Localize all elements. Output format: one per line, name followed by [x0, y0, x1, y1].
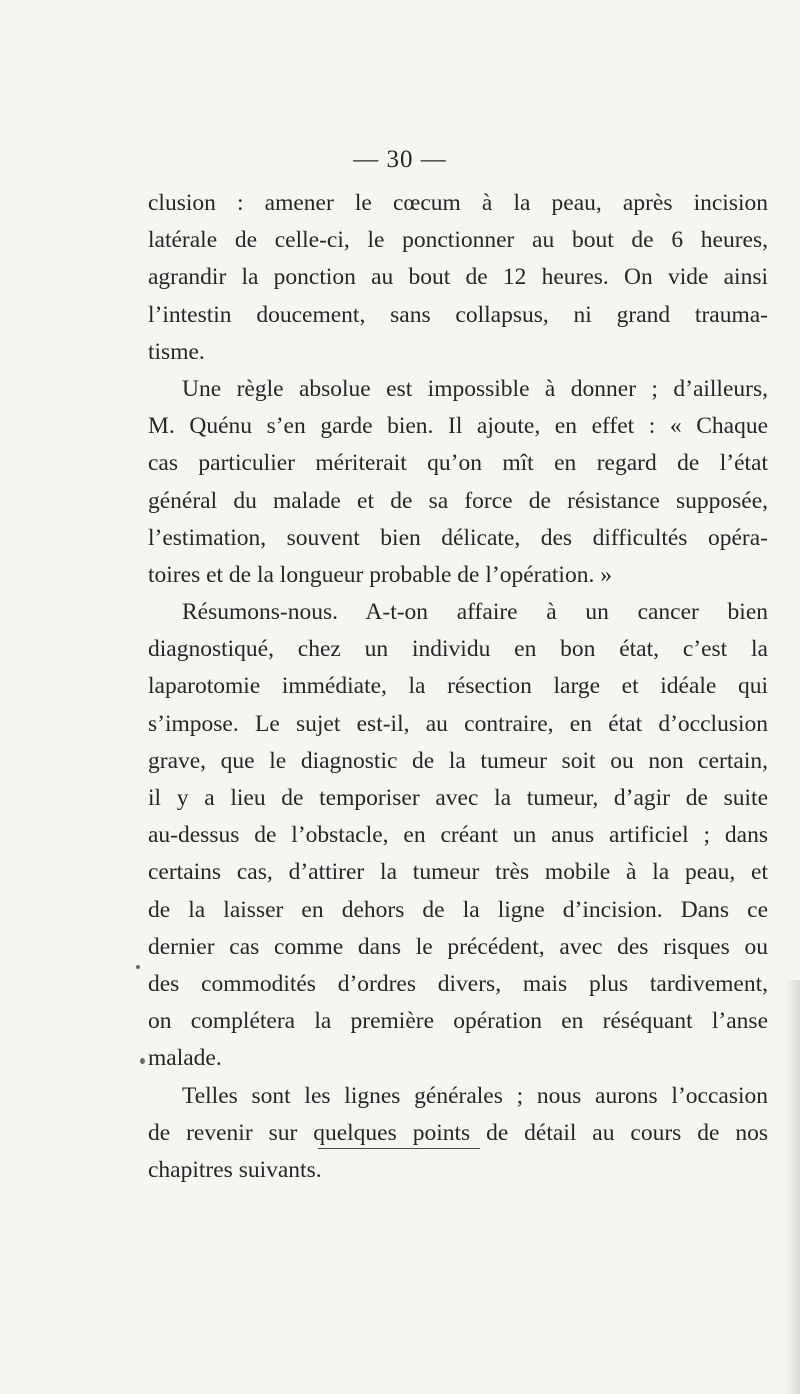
text-line: Telles sont les lignes générales ; nous aurons l’occasion — [182, 1082, 768, 1109]
text-line: des commodités d’ordres divers, mais plus tardivement, — [148, 970, 768, 997]
text-line: laparotomie immédiate, la résection large et idéale qui — [148, 673, 768, 700]
text-line: dernier cas comme dans le précédent, avec des risques ou — [148, 933, 768, 960]
ink-speck — [136, 965, 140, 969]
body-text — [148, 185, 768, 1189]
text-line: l’intestin doucement, sans collapsus, ni grand trauma- — [148, 301, 768, 328]
ink-speck — [140, 1058, 145, 1064]
text-line: général du malade et de sa force de résistance supposée, — [148, 487, 768, 514]
text-line: l’estimation, souvent bien délicate, des difficultés opéra- — [148, 524, 768, 551]
text-line: toires et de la longueur probable de l’opération. » — [148, 561, 612, 588]
text-line: M. Quénu s’en garde bien. Il ajoute, en effet : « Chaque — [148, 413, 768, 440]
text-line: clusion : amener le cœcum à la peau, après incision — [148, 190, 768, 216]
text-line: cas particulier mériterait qu’on mît en regard de l’état — [148, 450, 768, 477]
text-line: on complétera la première opération en réséquant l’anse — [148, 1008, 768, 1035]
text-line: latérale de celle-ci, le ponctionner au bout de 6 heures, — [148, 227, 768, 254]
text-line: malade. — [148, 1045, 222, 1072]
page-edge-shadow — [786, 980, 800, 1394]
text-line: au-dessus de l’obstacle, en créant un anus artificiel ; dans — [148, 822, 768, 849]
text-line: de revenir sur quelques points de détail au cours de nos — [148, 1119, 768, 1146]
text-line: il y a lieu de temporiser avec la tumeur, d’agir de suite — [148, 785, 768, 811]
text-line: chapitres suivants. — [148, 1156, 322, 1183]
text-line: grave, que le diagnostic de la tumeur soit ou non certain, — [148, 747, 768, 774]
text-line: de la laisser en dehors de la ligne d’incision. Dans ce — [148, 896, 768, 923]
text-line: Résumons-nous. A-t-on affaire à un cancer bien — [182, 599, 768, 626]
text-line: certains cas, d’attirer la tumeur très mobile à la peau, et — [148, 859, 768, 886]
end-rule — [318, 1148, 480, 1149]
page-number: — 30 — — [353, 146, 447, 173]
text-line: agrandir la ponction au bout de 12 heures. On vide ainsi — [148, 264, 768, 291]
text-line: Une règle absolue est impossible à donner ; d’ailleurs, — [182, 375, 768, 402]
text-line: tisme. — [148, 338, 205, 365]
text-line: s’impose. Le sujet est-il, au contraire, en état d’occlusion — [148, 710, 768, 737]
text-line: diagnostiqué, chez un individu en bon état, c’est la — [148, 636, 768, 663]
